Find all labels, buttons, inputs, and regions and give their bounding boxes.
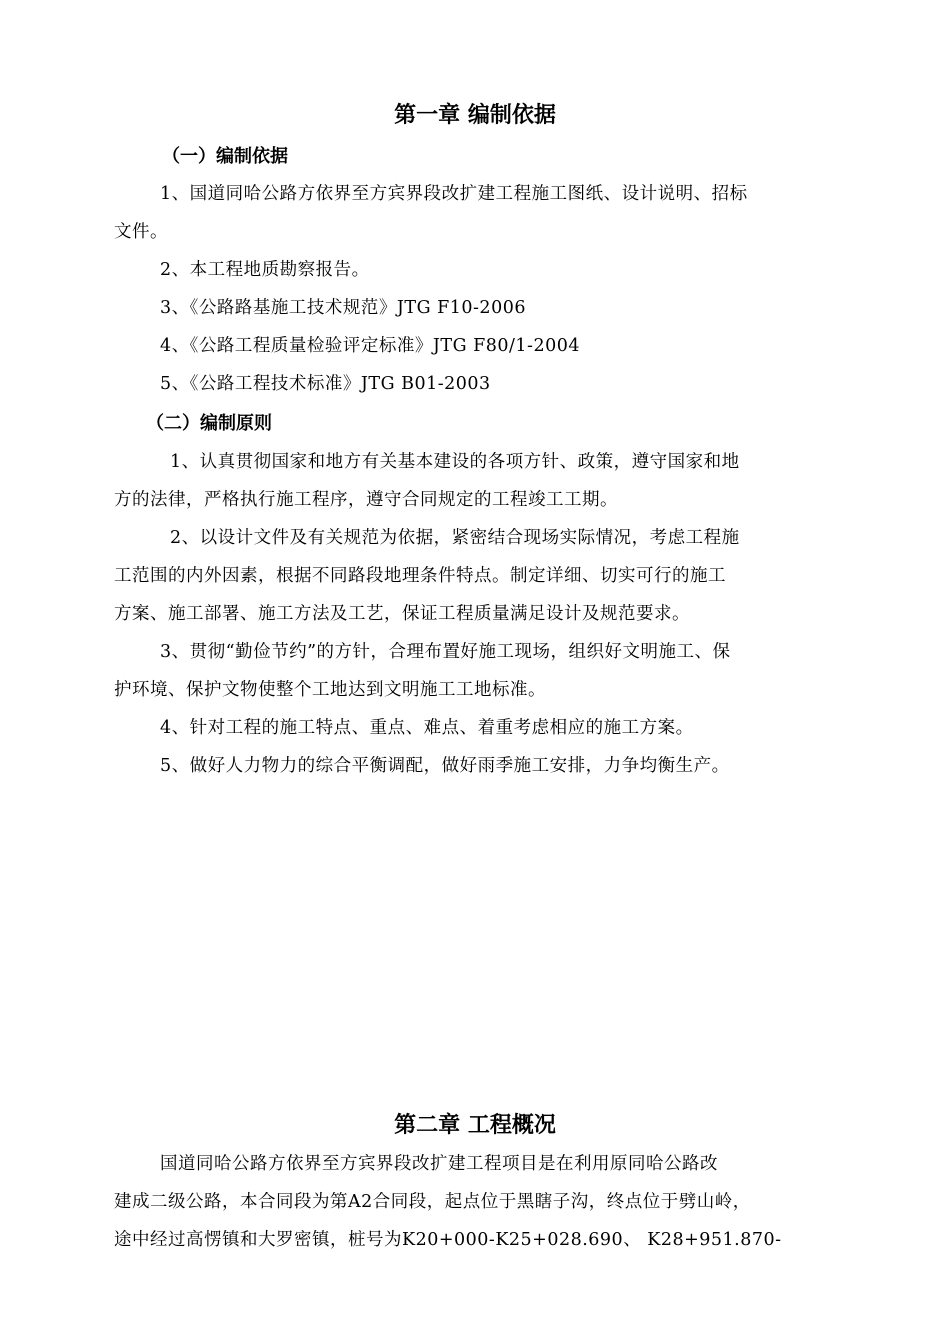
chapter2-title: 第二章 工程概况 [394,1113,556,1138]
section2-line-8: 4、针对工程的施工特点、重点、难点、着重考虑相应的施工方案。 [160,718,694,738]
section2-line-4: 工范围的内外因素，根据不同路段地理条件特点。制定详细、切实可行的施工 [114,566,726,586]
chapter2-line-1: 国道同哈公路方依界至方宾界段改扩建工程项目是在利用原同哈公路改 [160,1154,718,1174]
section1-line-5: 4、《公路工程质量检验评定标准》JTG F80/1-2004 [160,336,581,356]
section2-line-1: 1、认真贯彻国家和地方有关基本建设的各项方针、政策，遵守国家和地 [170,452,740,472]
section1-heading: （一）编制依据 [162,146,288,167]
section1-line-3: 2、本工程地质勘察报告。 [160,260,370,280]
section1-line-6: 5、《公路工程技术标准》JTG B01-2003 [160,374,491,394]
section2-line-7: 护环境、保护文物使整个工地达到文明施工工地标准。 [114,680,546,700]
section1-line-1: 1、国道同哈公路方依界至方宾界段改扩建工程施工图纸、设计说明、招标 [160,184,748,204]
chapter1-title: 第一章 编制依据 [394,103,556,128]
chapter2-line-3: 途中经过高愣镇和大罗密镇，桩号为K20+000-K25+028.690、 K28+951.870- [114,1230,782,1250]
section2-line-2: 方的法律，严格执行施工程序，遵守合同规定的工程竣工工期。 [114,490,618,510]
section2-line-6: 3、贯彻“勤俭节约”的方针，合理布置好施工现场，组织好文明施工、保 [160,642,731,662]
section2-line-5: 方案、施工部署、施工方法及工艺，保证工程质量满足设计及规范要求。 [114,604,690,624]
section1-line-2: 文件。 [114,222,168,242]
section2-line-9: 5、做好人力物力的综合平衡调配，做好雨季施工安排，力争均衡生产。 [160,756,730,776]
section1-line-4: 3、《公路路基施工技术规范》JTG F10-2006 [160,298,526,318]
section2-heading: （二）编制原则 [146,413,272,434]
section2-line-3: 2、以设计文件及有关规范为依据，紧密结合现场实际情况，考虑工程施 [170,528,740,548]
chapter2-line-2: 建成二级公路，本合同段为第A2合同段，起点位于黑瞎子沟，终点位于劈山岭， [114,1192,751,1212]
